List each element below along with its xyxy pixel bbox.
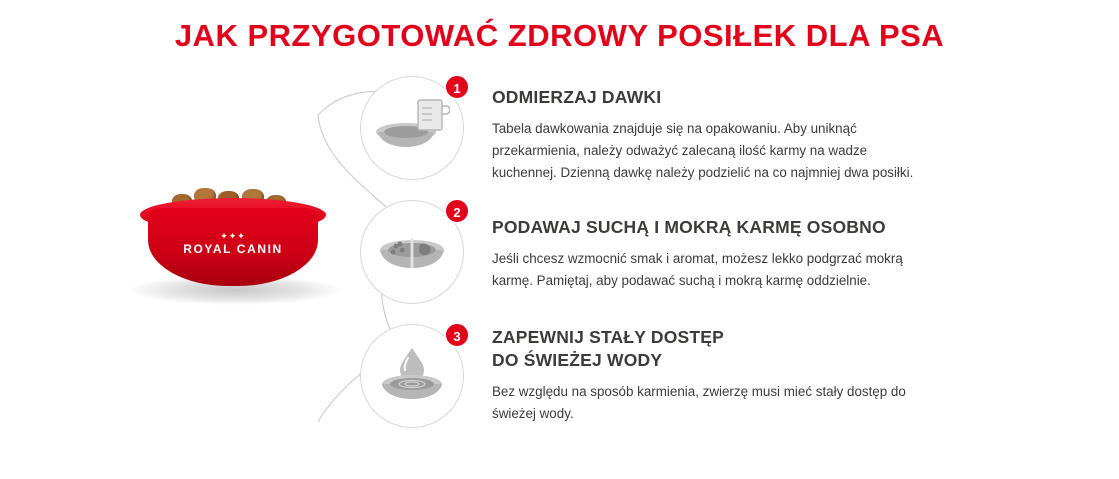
step-1-text-block	[492, 86, 962, 184]
step-2-body: Jeśli chcesz wzmocnić smak i aromat, możesz lekko podgrzać mokrą karmę. Pamiętaj, aby podawać suchą i mokrą karmę oddzielnie.	[492, 250, 903, 288]
step-1-number-badge: 1	[444, 74, 470, 100]
step-3-heading-line-1: ZAPEWNIJ STAŁY DOSTĘP	[492, 327, 725, 348]
step-icons-column	[360, 76, 480, 448]
step-3-circle	[360, 324, 466, 430]
royal-canin-crown-icon: ✦✦✦	[220, 231, 246, 241]
step-3-heading	[492, 326, 962, 371]
step-3-text-block	[492, 326, 962, 424]
water-bowl-with-droplet-icon	[374, 340, 450, 412]
step-2-text-block	[492, 216, 962, 292]
step-2-number-badge: 2	[444, 198, 470, 224]
step-3-body: Bez względu na sposób karmienia, zwierzę musi mieć stały dostęp do świeżej wody.	[492, 384, 906, 421]
royal-canin-wordmark: ROYAL CANIN	[183, 242, 283, 256]
step-2-heading: PODAWAJ SUCHĄ I MOKRĄ KARMĘ OSOBNO	[492, 216, 886, 237]
divided-bowl-dry-and-wet-food-icon	[374, 216, 450, 288]
step-1-body: Tabela dawkowania znajduje się na opakowaniu. Aby uniknąć przekarmienia, należy odważyć zalecaną ilość karmy na wadze kuchennej. Dzienną dawkę należy podzielić na co najmniej dwa posiłki.	[492, 121, 914, 180]
step-3-number-badge: 3	[444, 322, 470, 348]
step-1-heading: ODMIERZAJ DAWKI	[492, 87, 662, 107]
dog-bowl-with-measuring-cup-icon	[374, 92, 450, 164]
step-2-circle	[360, 200, 466, 306]
steps-text-column	[492, 76, 962, 442]
page-title: JAK PRZYGOTOWAĆ ZDROWY POSIŁEK DLA PSA	[174, 18, 945, 53]
step-3-heading-line-2: DO ŚWIEŻEJ WODY	[492, 349, 663, 370]
step-1-circle	[360, 76, 466, 182]
